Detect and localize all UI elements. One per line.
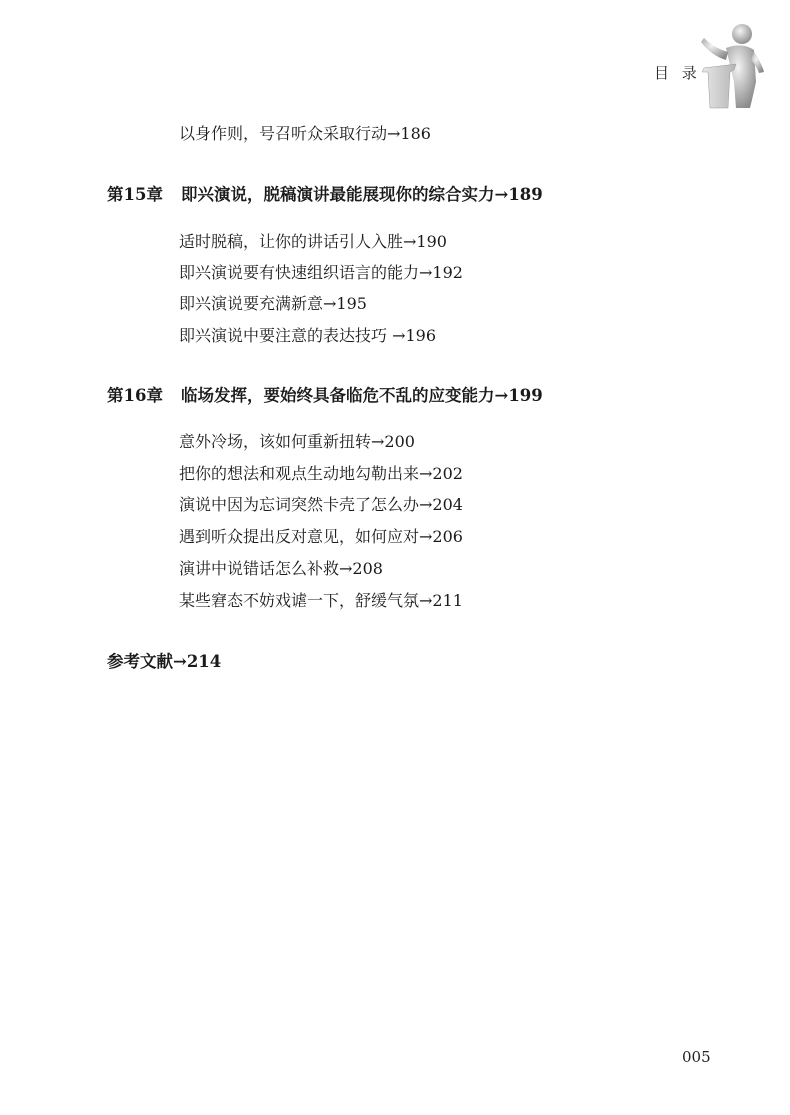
chapter-title: 即兴演说，脱稿演讲最能展现你的综合实力→189: [181, 185, 543, 204]
chapter-number: 第16章: [107, 386, 163, 405]
toc-item[interactable]: 意外冷场，该如何重新扭转→200: [179, 432, 415, 451]
toc-item[interactable]: 即兴演说要充满新意→195: [179, 294, 367, 313]
toc-item[interactable]: 演说中因为忘词突然卡壳了怎么办→204: [179, 495, 463, 514]
page-number: 005: [682, 1048, 711, 1066]
toc-item[interactable]: 即兴演说中要注意的表达技巧 →196: [179, 326, 437, 345]
chapter-heading[interactable]: [107, 386, 543, 406]
references-entry[interactable]: 参考文献→214: [107, 652, 222, 671]
header-label: 目 录: [654, 64, 701, 82]
toc-item[interactable]: 遇到听众提出反对意见，如何应对→206: [179, 527, 463, 546]
toc-item[interactable]: 演讲中说错话怎么补救→208: [179, 559, 383, 578]
toc-item[interactable]: 某些窘态不妨戏谑一下，舒缓气氛→211: [179, 591, 463, 610]
toc-item[interactable]: 适时脱稿，让你的讲话引人入胜→190: [179, 232, 447, 251]
toc-item[interactable]: 即兴演说要有快速组织语言的能力→192: [179, 263, 463, 282]
toc-item[interactable]: 把你的想法和观点生动地勾勒出来→202: [179, 464, 463, 483]
speaker-at-podium-icon: [696, 20, 766, 110]
chapter-heading[interactable]: [107, 185, 543, 205]
toc-item[interactable]: 以身作则，号召听众采取行动→186: [179, 124, 431, 143]
chapter-title: 临场发挥，要始终具备临危不乱的应变能力→199: [181, 386, 543, 405]
chapter-number: 第15章: [107, 185, 163, 204]
